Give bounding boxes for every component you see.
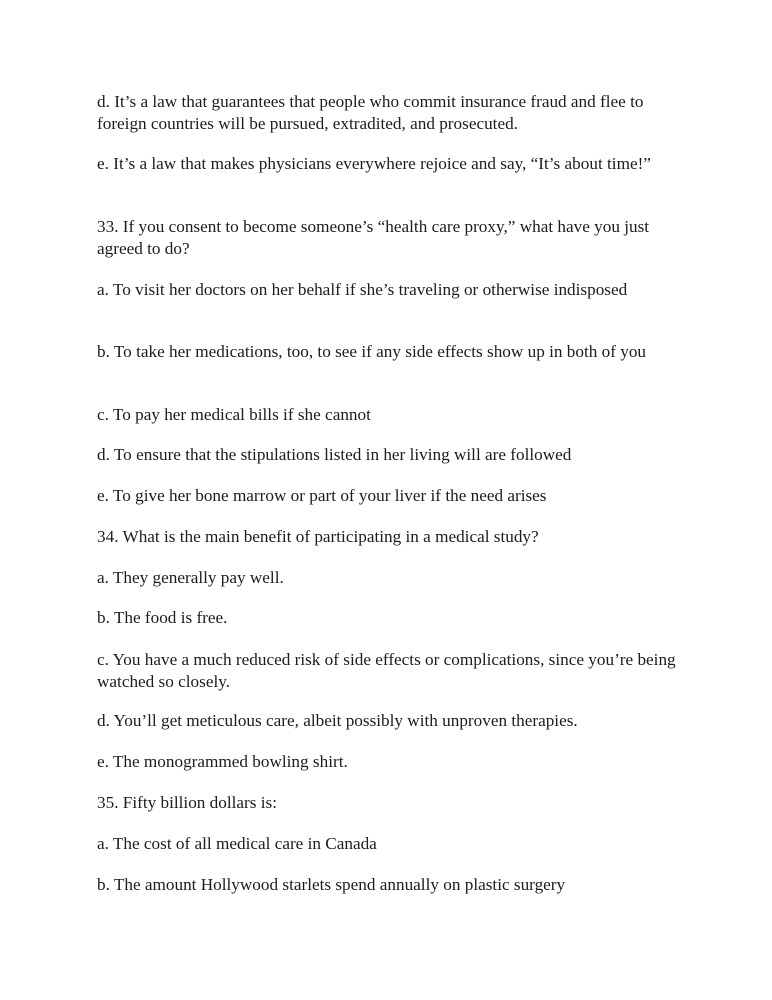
answer-34-c: c. You have a much reduced risk of side effects or complications, since you’re being watched so closely. [97,650,676,691]
question-33: 33. If you consent to become someone’s “health care proxy,” what have you just agreed to do? [97,217,650,258]
answer-35-a: a. The cost of all medical care in Canada [97,834,377,853]
question-35: 35. Fifty billion dollars is: [97,793,277,812]
answer-33-d: d. To ensure that the stipulations listed in her living will are followed [97,445,572,464]
answer-33-b: b. To take her medications, too, to see if any side effects show up in both of you [97,342,646,361]
answer-34-b: b. The food is free. [97,608,228,627]
answer-35-b: b. The amount Hollywood starlets spend annually on plastic surgery [97,875,566,894]
answer-34-a: a. They generally pay well. [97,568,284,587]
answer-33-a: a. To visit her doctors on her behalf if she’s traveling or otherwise indisposed [97,280,628,299]
answer-34-d: d. You’ll get meticulous care, albeit possibly with unproven therapies. [97,711,578,730]
answer-34-e: e. The monogrammed bowling shirt. [97,752,348,771]
answer-32-d: d. It’s a law that guarantees that people who commit insurance fraud and flee to foreign countries will be pursued, extradited, and prosecuted. [97,92,644,133]
answer-33-e: e. To give her bone marrow or part of your liver if the need arises [97,486,547,505]
answer-33-c: c. To pay her medical bills if she cannot [97,405,371,424]
question-34: 34. What is the main benefit of participating in a medical study? [97,527,539,546]
answer-32-e: e. It’s a law that makes physicians everywhere rejoice and say, “It’s about time!” [97,154,651,173]
